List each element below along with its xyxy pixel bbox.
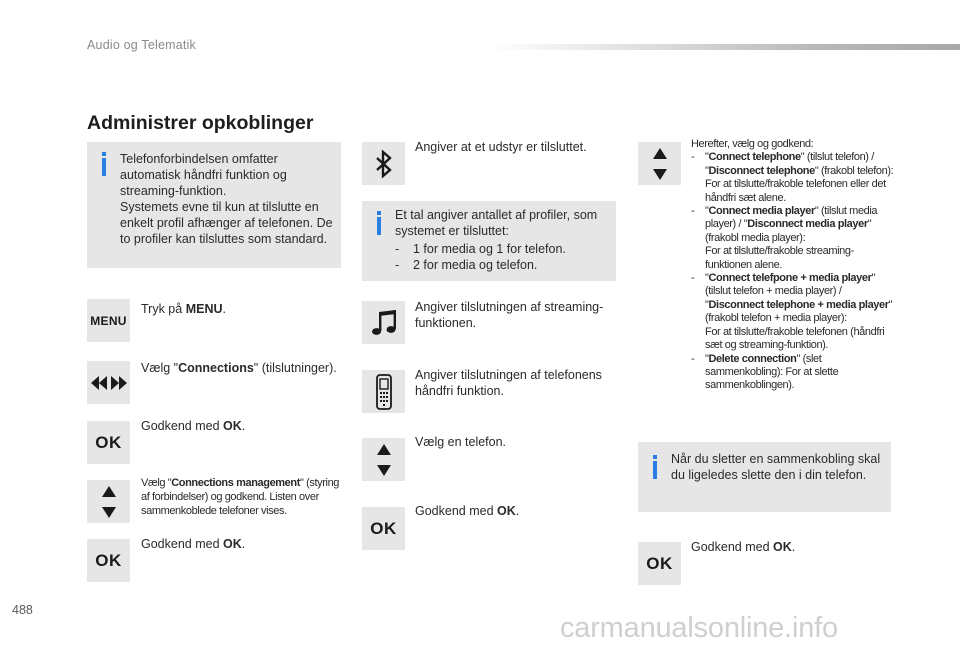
- info-box-delete: [638, 442, 891, 512]
- connection-options: [691, 138, 896, 393]
- header-title: Audio og Telematik: [87, 38, 196, 52]
- ok-button-icon: OK: [362, 507, 405, 550]
- list-item: - 1 for media og 1 for telefon.: [395, 242, 566, 256]
- ok-button-icon: OK: [87, 539, 130, 582]
- menu-icon-label: MENU: [90, 313, 127, 328]
- step-ok-text: Godkend med OK.: [415, 504, 520, 518]
- options-intro: Herefter, vælg og godkend:: [691, 138, 814, 150]
- mobile-phone-icon: [362, 370, 405, 413]
- step-ok-text: Godkend med OK.: [691, 540, 796, 554]
- step-ok-text: Godkend med OK.: [141, 419, 246, 433]
- bluetooth-description: Angiver at et udstyr er tilsluttet.: [415, 140, 587, 154]
- up-down-arrows-icon: [638, 142, 681, 185]
- ok-button-icon: OK: [87, 421, 130, 464]
- info-box-profiles: [362, 201, 616, 281]
- list-item: - 2 for media og telefon.: [395, 258, 538, 272]
- ok-button-icon: OK: [638, 542, 681, 585]
- bluetooth-icon: [362, 142, 405, 185]
- step-management-text: Vælg "Connections management" (styring af forbindelser) og godkend. Listen over sammenkoblede telefoner vises.: [141, 477, 340, 517]
- header-divider: [490, 44, 960, 50]
- list-item: - "Delete connection" (slet sammenkobling): For at slette sammenkoblingen).: [691, 352, 839, 392]
- streaming-description: Angiver tilslutningen af streaming-funktionen.: [415, 300, 604, 330]
- up-down-arrows-icon: [362, 438, 405, 481]
- info-text: Telefonforbindelsen omfatter automatisk håndfri funktion og streaming-funktion. Systemets evne til kun at tilslutte en enkelt profil afhænger af telefonen. De to profiler kan tilsluttes som standard.: [120, 152, 333, 246]
- page-number: 488: [12, 603, 33, 617]
- list-item: - "Connect telefpone + media player" (tilslut telefon + media player) / "Disconnect telephone + media player" (frakobl telefon + media player): For at tilslutte/frakoble telefonen (håndfri sæt og streaming-funktion).: [691, 272, 893, 352]
- section-title: Administrer opkoblinger: [87, 112, 314, 134]
- list-item: - "Connect media player" (tilslut media player) / "Disconnect media player" (frakobl media player): For at tilslutte/frakoble streaming-funktionen alene.: [691, 205, 878, 271]
- step-menu-text: Tryk på MENU.: [141, 302, 226, 316]
- info-delete-text: Når du sletter en sammenkobling skal du ligeledes slette den i din telefon.: [671, 452, 881, 482]
- step-connections-text: Vælg "Connections" (tilslutninger).: [141, 361, 337, 375]
- up-down-arrows-icon: [87, 480, 130, 523]
- info-profiles-intro: Et tal angiver antallet af profiler, som systemet er tilsluttet:: [395, 208, 598, 238]
- step-ok-text: Godkend med OK.: [141, 537, 246, 551]
- menu-button-icon: [87, 299, 130, 342]
- info-box-connection: [87, 142, 341, 268]
- select-phone-text: Vælg en telefon.: [415, 435, 507, 449]
- seek-arrows-icon: [87, 361, 130, 404]
- watermark: carmanualsonline.info: [560, 612, 838, 644]
- music-note-icon: [362, 301, 405, 344]
- phone-description: Angiver tilslutningen af telefonens håndfri funktion.: [415, 368, 602, 398]
- list-item: - "Connect telephone" (tilslut telefon) / "Disconnect telephone" (frakobl telefon): For at tilslutte/frakoble telefonen eller det håndfri sæt alene.: [691, 151, 894, 204]
